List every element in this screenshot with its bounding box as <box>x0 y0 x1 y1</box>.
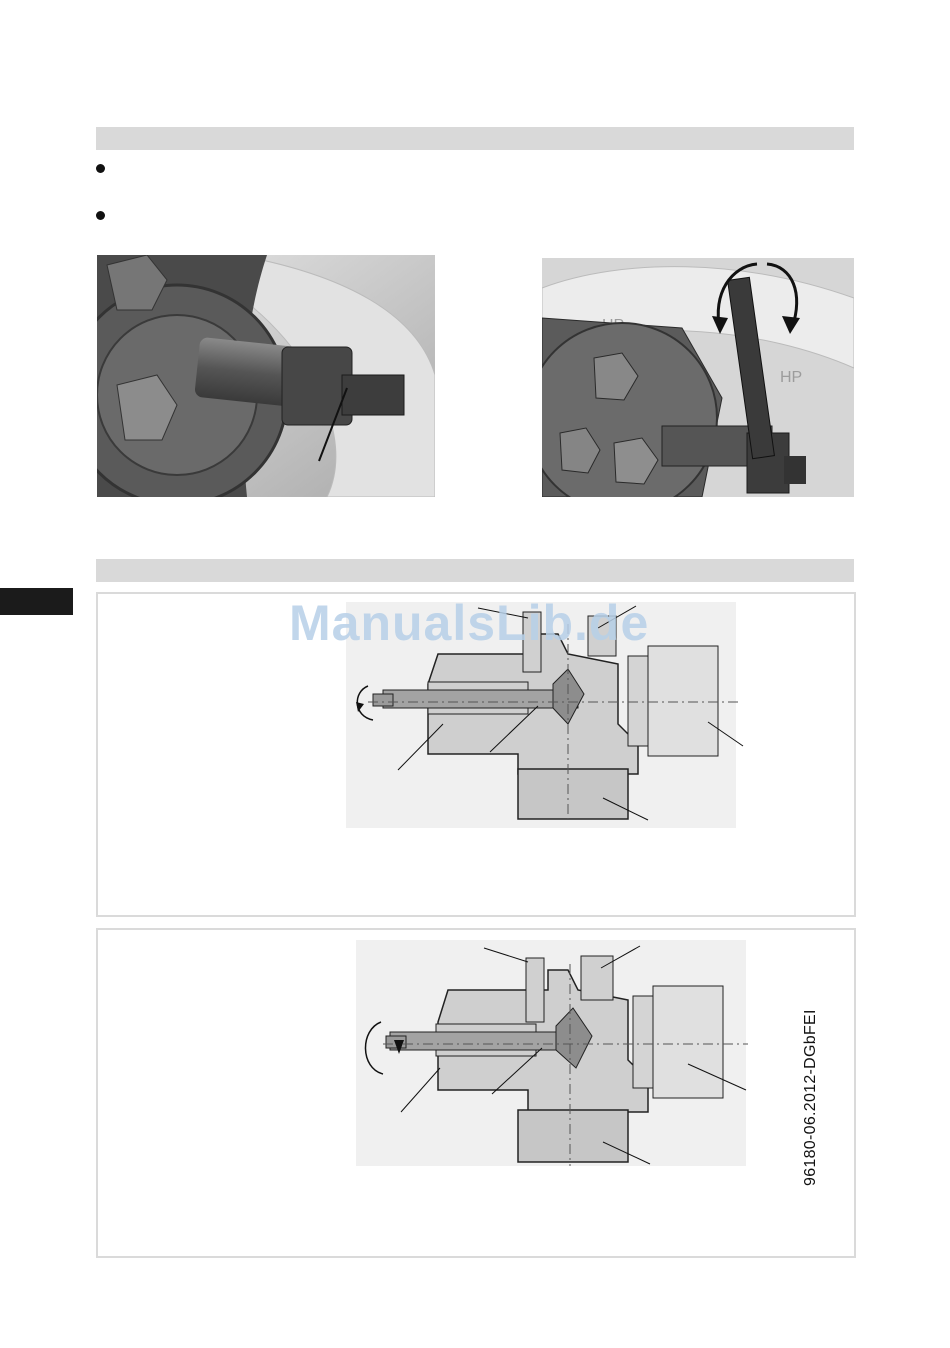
chapter-tab-marker <box>0 588 73 615</box>
hp-marking-right: HP <box>780 369 803 386</box>
section-header-bar <box>96 127 854 150</box>
photo-wrench-rotation <box>542 258 854 497</box>
document-number: 96180-06.2012-DGbFEI <box>802 1009 819 1186</box>
figure-frame-valve-section-2 <box>96 928 856 1258</box>
photo-hex-socket-on-valve <box>97 255 435 497</box>
bullet-point <box>96 211 105 220</box>
section-header-bar <box>96 559 854 582</box>
watermark-text: ManualsLib.de <box>289 595 650 651</box>
bullet-point <box>96 164 105 173</box>
